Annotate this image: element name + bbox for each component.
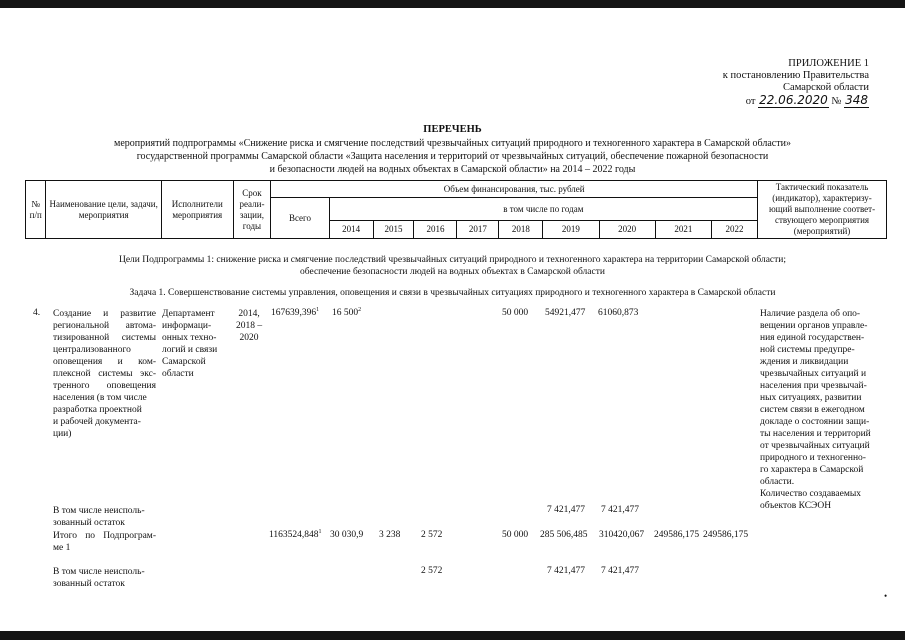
- header-by-years: в том числе по годам: [329, 198, 757, 221]
- indicator-line: чрезвычайных ситуаций и: [760, 369, 867, 379]
- row4-y2014-value: 16 500: [332, 308, 359, 318]
- handwritten-number: 348: [845, 93, 868, 107]
- appendix-date-line: [723, 94, 869, 108]
- executor-line: информаци-: [162, 321, 212, 331]
- indicator-line: ния единой государствен-: [760, 333, 865, 343]
- subtitle-line-3: и безопасности людей на водных объектах в Самарской области» на 2014 – 2022 годы: [269, 164, 636, 175]
- name-line: разработка проектной: [53, 405, 142, 415]
- label-line: ме 1: [53, 543, 71, 553]
- subtitle-line-1: мероприятий подпрограммы «Снижение риска и смягчение последствий чрезвычайных ситуаций природного и техногенного характера в Самарской области»: [114, 138, 791, 149]
- header-table: [25, 180, 887, 239]
- footnote-mark: 2: [358, 306, 362, 313]
- indicator-line: Количество создаваемых: [760, 489, 861, 499]
- from-label: от: [745, 96, 756, 107]
- total-row-y2015: 3 238: [379, 530, 401, 540]
- row4-y2019: 54921,477: [545, 308, 586, 318]
- unused1-label: [53, 505, 163, 529]
- total-row-y2019: 285 506,485: [540, 530, 588, 540]
- handwritten-date: 22.06.2020: [759, 93, 828, 107]
- goal-text: [0, 254, 905, 278]
- scan-top-border: [0, 0, 905, 8]
- total-row-y2016: 2 572: [421, 530, 443, 540]
- header-year: 2021: [655, 221, 711, 239]
- name-line: тренного оповещения: [53, 381, 156, 391]
- row4-y2018: 50 000: [502, 308, 529, 318]
- document-subtitle: [0, 137, 905, 176]
- row4-total-value: 167639,396: [271, 308, 317, 318]
- header-indicator: Тактический показатель (индикатор), характеризу- ющий выполнение соответ- ствующего мероприятия (мероприятий): [758, 181, 887, 239]
- executor-line: онных техно-: [162, 333, 217, 343]
- indicator-line: ждения и ликвидации: [760, 357, 849, 367]
- header-year: 2014: [329, 221, 373, 239]
- row-number: 4.: [33, 308, 41, 318]
- indicator-line: Наличие раздела об опо-: [760, 309, 861, 319]
- header-name: Наименование цели, задачи, мероприятия: [46, 181, 162, 239]
- unused1-y2019: 7 421,477: [547, 505, 585, 515]
- goal-line-1: Цели Подпрограммы 1: снижение риска и смягчение последствий чрезвычайных ситуаций природного и техногенного характера на территории Самарской области;: [118, 255, 787, 265]
- document-title: ПЕРЕЧЕНЬ: [423, 124, 482, 135]
- label-line: Итого по Подпрограм-: [53, 531, 156, 541]
- row4-y2020: 61060,873: [598, 308, 639, 318]
- indicator-line: от чрезвычайных ситуаций: [760, 441, 870, 451]
- subtitle-line-2: государственной программы Самарской области «Защита населения и территорий от чрезвычайных ситуаций, обеспечение пожарной безопасности: [136, 151, 769, 162]
- total-row-y2014: 30 030,9: [330, 530, 364, 540]
- task-text: Задача 1. Совершенствование системы управления, оповещения и связи в чрезвычайных ситуациях природного и техногенного характера в Самарской области: [129, 288, 776, 298]
- row4-name: [53, 308, 156, 440]
- name-line: тизированной системы: [53, 333, 156, 343]
- total-row-y2018: 50 000: [502, 530, 529, 540]
- scan-bottom-border: [0, 631, 905, 640]
- row4-indicator: [760, 308, 890, 512]
- indicator-line: докладе о состоянии защи-: [760, 417, 870, 427]
- name-line: плексной системы экс-: [53, 369, 156, 379]
- name-line: оповещения и ком-: [53, 357, 156, 367]
- indicator-line: ты населения и территорий: [760, 429, 871, 439]
- number-label: №: [831, 96, 842, 107]
- name-line: и рабочей документа-: [53, 417, 141, 427]
- header-funding: Объем финансирования, тыс. рублей: [271, 181, 758, 198]
- header-year: 2015: [373, 221, 414, 239]
- footnote-mark: 1: [316, 306, 320, 313]
- header-period: Срок реали- зации, годы: [233, 181, 271, 239]
- header-year: 2016: [414, 221, 457, 239]
- indicator-line: вещении органов управле-: [760, 321, 868, 331]
- unused2-label: [53, 566, 163, 590]
- name-line: Создание и развитие: [53, 309, 156, 319]
- period-line: 2014,: [238, 309, 260, 319]
- appendix-line-2: к постановлению Правительства: [722, 70, 869, 81]
- header-executors: Исполнители мероприятия: [161, 181, 233, 239]
- header-num: № п/п: [26, 181, 46, 239]
- appendix-line-3: Самарской области: [783, 82, 869, 93]
- header-year: 2018: [499, 221, 543, 239]
- appendix-title: ПРИЛОЖЕНИЕ 1: [788, 58, 869, 69]
- executor-line: Департамент: [162, 309, 215, 319]
- indicator-line: ной системы предупре-: [760, 345, 855, 355]
- row4-executor: [162, 308, 230, 380]
- indicator-line: систем связи в ежегодном: [760, 405, 865, 415]
- label-line: В том числе неисполь-: [53, 506, 145, 516]
- header-year: 2022: [712, 221, 758, 239]
- total-row-y2021: 249586,175: [654, 530, 700, 540]
- indicator-line: населения при чрезвычай-: [760, 381, 867, 391]
- footnote-mark: 1: [318, 528, 322, 535]
- total-row-y2022: 249586,175: [703, 530, 749, 540]
- period-line: 2018 –: [235, 321, 263, 331]
- indicator-line: ных ситуациях, развитии: [760, 393, 862, 403]
- name-line: централизованного: [53, 345, 131, 355]
- period-line: 2020: [239, 333, 259, 343]
- goal-line-2: обеспечение безопасности людей на водных объектах в Самарской области: [300, 267, 605, 277]
- label-line: зованный остаток: [53, 579, 125, 589]
- executor-line: логий и связи: [162, 345, 218, 355]
- indicator-line: природного и техногенно-: [760, 453, 866, 463]
- label-line: зованный остаток: [53, 518, 125, 528]
- header-year: 2019: [543, 221, 599, 239]
- executor-line: области: [162, 369, 194, 379]
- indicator-line: го характера в Самарской: [760, 465, 864, 475]
- appendix-block: [723, 58, 869, 108]
- total-row-total-value: 1163524,848: [269, 530, 319, 540]
- header-year: 2017: [457, 221, 499, 239]
- name-line: региональной автома-: [53, 321, 156, 331]
- row4-y2014: [332, 308, 361, 318]
- total-row-total: [269, 530, 322, 540]
- scan-speck: •: [884, 591, 888, 601]
- indicator-line: области.: [760, 477, 795, 487]
- unused1-y2020: 7 421,477: [601, 505, 639, 515]
- unused2-y2020: 7 421,477: [601, 566, 639, 576]
- label-line: В том числе неисполь-: [53, 567, 145, 577]
- executor-line: Самарской: [162, 357, 206, 367]
- unused2-y2016: 2 572: [421, 566, 443, 576]
- row4-period: [232, 308, 266, 344]
- name-line: населения (в том числе: [53, 393, 147, 403]
- total-row-label: [53, 530, 156, 554]
- row4-total: [271, 308, 319, 318]
- name-line: ции): [53, 429, 72, 439]
- header-total: Всего: [271, 198, 329, 239]
- indicator-line: объектов КСЭОН: [760, 501, 832, 511]
- header-year: 2020: [599, 221, 655, 239]
- unused2-y2019: 7 421,477: [547, 566, 585, 576]
- total-row-y2020: 310420,067: [599, 530, 645, 540]
